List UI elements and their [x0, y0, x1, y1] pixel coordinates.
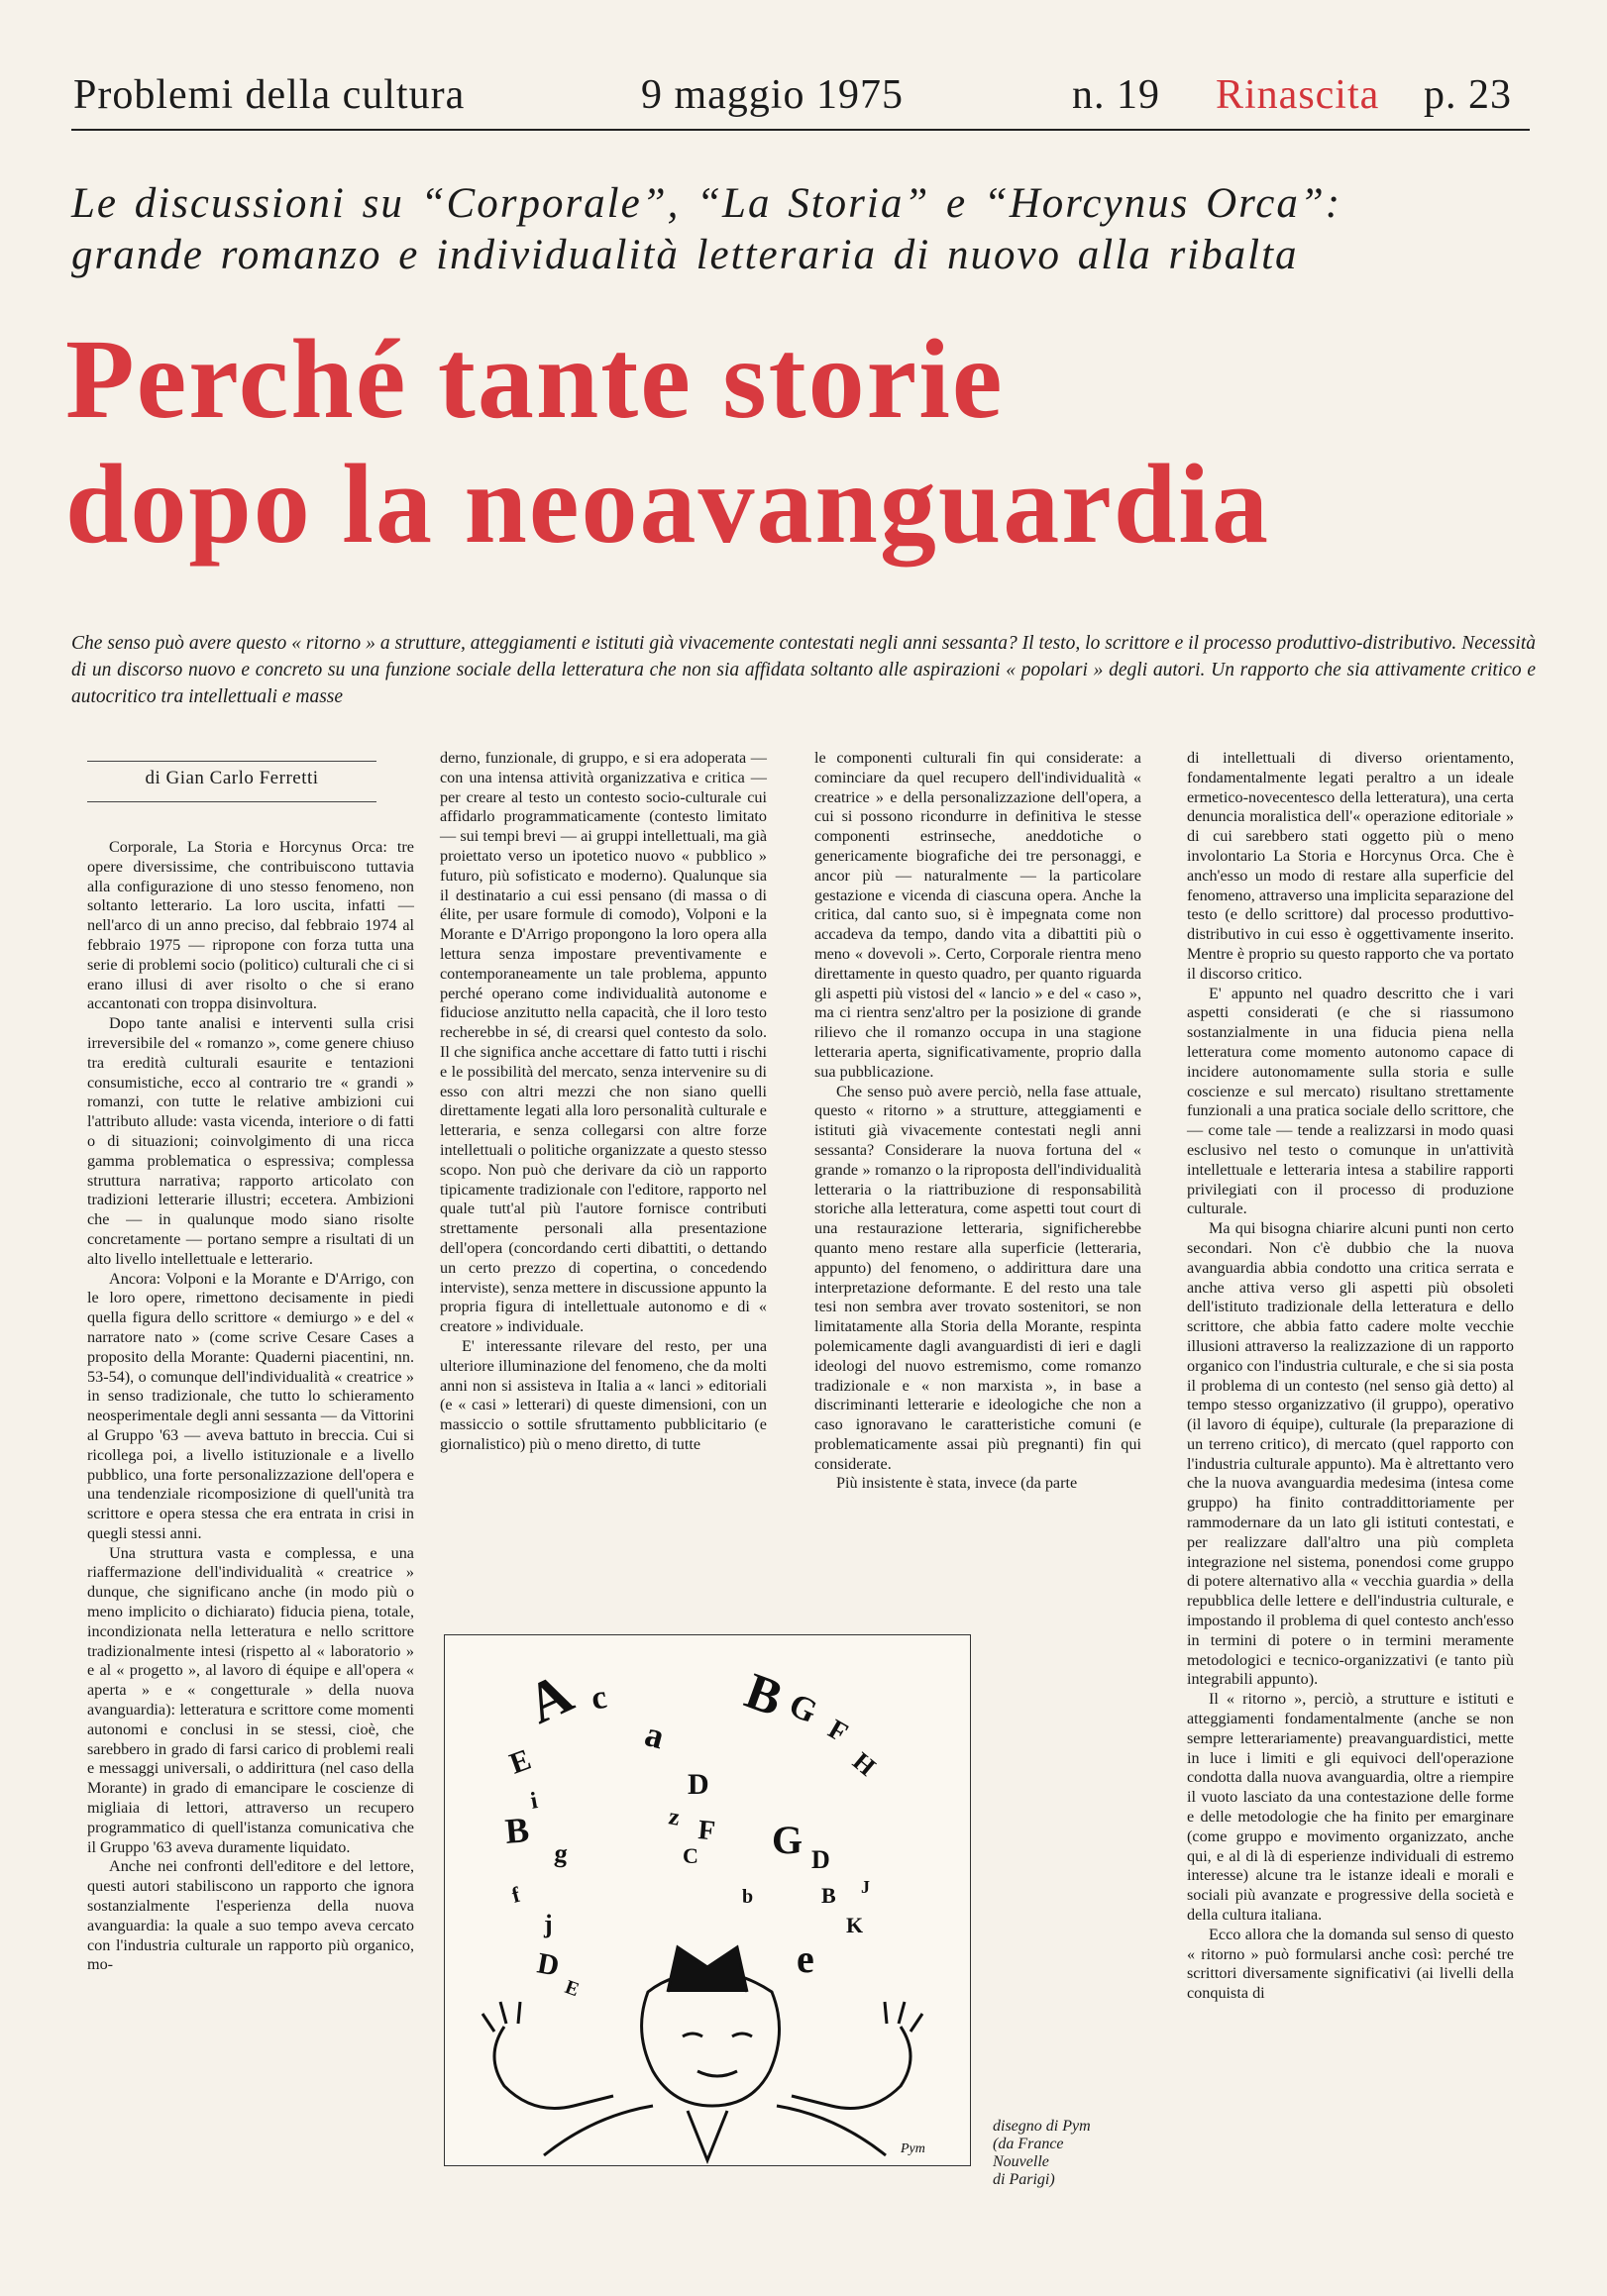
kicker-line-2: grande romanzo e individualità letteraria di nuovo alla ribalta — [71, 232, 1299, 278]
juggled-letter: b — [742, 1886, 754, 1908]
illustration — [444, 1634, 971, 2166]
juggled-letter: F — [696, 1815, 717, 1847]
juggled-letter: D — [811, 1845, 830, 1874]
juggled-letter: C — [683, 1843, 698, 1868]
standfirst: Che senso può avere questo « ritorno » a strutture, atteggiamenti e istituti già vivacemente contestati negli anni sessanta? Il testo, lo scrittore e il processo produttivo-distributivo. Necessità di un discorso nuovo e concreto su una funzione sociale della letteratura che non sia affidata soltanto alle aspirazioni « popolari » degli autori. Un rapporto che sia attivamente critico e autocritico tra intellettuali e masse — [71, 633, 1536, 707]
juggled-letter: K — [846, 1913, 864, 1937]
juggled-letter: g — [553, 1838, 569, 1869]
paragraph: Dopo tante analisi e interventi sulla crisi irreversibile del « romanzo », come genere chiuso tra eredità culturali esaurite e tentazioni consumistiche, ecco al contrario tre « grandi » romanzi, con tutte le relative ambizioni cui l'attributo allude: vasta vicenda, interiore o di fatti o di situazioni; coinvolgimento di una ricca gamma problematica o espressiva; complessa struttura narrativa; rapporto articolato con tradizioni letterarie illustri; eccetera. Ambizioni che — in qualunque modo siano risolte concretamente — portano sempre a risultati di un alto livello intellettuale e letterario. — [87, 1014, 414, 1268]
kicker — [71, 178, 1538, 281]
juggled-letter: G — [783, 1686, 823, 1731]
paragraph: Ancora: Volponi e la Morante e D'Arrigo, con le loro opere, rimettono decisamente in piedi quella figura dello scrittore « demiurgo » e del « narratore nato » (come scrive Cesare Cases a proposito della Morante: Quaderni piacentini, nn. 53-54), o comunque dell'individualità « creatrice » in senso tradizionale, che tutto lo schieramento neosperimentale degli anni sessanta — da Vittorini al Gruppo '63 — aveva battuto in breccia. Cui si ricollega poi, a livello istituzionale e a livello pubblico, una forte personalizzazione dell'opera e una tendenziale ricomposizione di quell'unità tra scrittore e opera stessa che era entrata in crisi in quegli stessi anni. — [87, 1269, 414, 1542]
column-1 — [87, 838, 414, 2165]
paragraph: di intellettuali di diverso orientamento, fondamentalmente legati peraltro a un ideale ermetico-novecentesco della letteratura), una certa denuncia moralistica dell'« operazione editoriale » di cui sarebbero stati oggetto più o meno involontario La Storia e Horcynus Orca. Che è anch'esso un modo di restare alla superficie del fenomeno, attraverso una implicita separazione del testo (e dello scrittore) dal processo produttivo-distributivo in cui esso è oggettivamente inserito. Mentre è proprio su questo rapporto che va portato il discorso critico. — [1187, 749, 1514, 983]
paragraph: derno, funzionale, di gruppo, e si era adoperata — con una intensa attività organizzativa e critica — per creare al testo un contesto socio-culturale cui affidarlo programmaticamente (contesto limitato — sui tempi brevi — ai gruppi intellettuali, ma già proiettato verso un ipotetico nuovo « pubblico » futuro, più sofisticato e moderno). Qualunque sia il destinatario a cui essi pensano (di massa o di élite, per usare formule di comodo), Volponi e la Morante e D'Arrigo propongono la loro opera alla lettura senza impostare preventivamente e contemporaneamente un tale problema, appunto perché operano come individualità autonome e fiduciose anzitutto nella capacità, che il loro testo recherebbe in sé, di crearsi quel contesto da solo. Il che significa anche accettare di fatto tutti i rischi e le possibilità del mercato, senza intervenire su di esso con altri mezzi che non siano quelli direttamente legati alla loro personalità culturale e letteraria, e senza collegarsi con altre forze intellettuali o politiche organizzate a questo stesso scopo. Non può che derivare da ciò un rapporto tipicamente tradizionale con l'editore, rapporto nel quale tutt'al più l'autore fornisce contributi strettamente personali alla presentazione dell'opera (concordando certi dibattiti, o dettando un certo prezzo di copertina, o concedendo interviste), senza mettere in discussione appunto la propria figura di intellettuale autonomo e di « creatore » individuale. — [440, 749, 767, 1336]
juggler-drawing — [445, 1635, 970, 2165]
section-name: Problemi della cultura — [73, 72, 466, 118]
magazine-name: Rinascita — [1216, 72, 1380, 118]
caption-line-2: (da France — [993, 2136, 1064, 2152]
paragraph: Che senso può avere perciò, nella fase attuale, questo « ritorno » a strutture, atteggiamenti e istituti già vivacemente contestati negli anni sessanta? Considerare la nuova fortuna del « grande » romanzo o la riproposta dell'individualità letteraria o la riattribuzione di responsabilità storiche alla letteratura, come aspetti tout court di una restaurazione letteraria, significherebbe quanto meno restare alla superficie (letteraria, appunto) del fenomeno, o addirittura dare una interpretazione deformante. E del resto una tale tesi non sembra aver trovato sostenitori, se non limitatamente alla Storia della Morante, respinta polemicamente dagli avanguardisti di ieri e dagli ideologi del nuovo estremismo, come romanzo tradizionale e « non marxista », in base a discriminanti letterarie e ideologiche che non a caso ignoravano le caratteristiche comuni (e problematicamente assai più pregnanti) fin qui considerate. — [814, 1082, 1141, 1473]
column-2 — [440, 749, 767, 1611]
caption-line-4: di Parigi) — [993, 2171, 1055, 2188]
paragraph: Ma qui bisogna chiarire alcuni punti non certo secondari. Non c'è dubbio che la nuova avanguardia abbia condotto una critica serrata e anche attiva verso gli aspetti più obsoleti dell'istituto tradizionale della letteratura e dello scrittore, che abbia fatto cadere molte vecchie illusioni attraverso la realizzazione di un rapporto organico con l'industria culturale, e che si sia posta il problema di un contesto (nel senso già detto) al tempo stesso organizzativo (il gruppo), operativo (il lavoro di équipe), culturale (la preparazione di un terreno critico), di mercato (quel rapporto con l'industria culturale appunto). Ma è altrettanto vero che la nuova avanguardia medesima (intesa come gruppo) ha finito contraddittoriamente per rammodernare da un lato gli istituti contestati, e per realizzare dall'altro una più completa integrazione nel sistema, ponendosi come gruppo di potere alternativo alla « vecchia guardia » della repubblica delle lettere e dell'industria culturale, e impostando il problema di quel contesto anch'esso in termini di potere o in termini meramente metodologici e tecnico-organizzativi (e tanto più integrabili appunto). — [1187, 1219, 1514, 1689]
juggled-letter: D — [534, 1946, 562, 1983]
juggled-letter: j — [544, 1910, 553, 1938]
juggled-letter: F — [822, 1714, 853, 1749]
byline: di Gian Carlo Ferretti — [145, 768, 319, 788]
headline-line-2: dopo la neoavanguardia — [65, 441, 1270, 567]
paragraph: E' interessante rilevare del resto, per una ulteriore illuminazione del fenomeno, che da molti anni non si assisteva in Italia a « lanci » editoriali (e « casi » letterari) di queste dimensioni, con un massiccio o sottile sfruttamento pubblicitario (e giornalistico) più o meno diretto, di tutte — [440, 1336, 767, 1453]
paragraph: Anche nei confronti dell'editore e del lettore, questi autori stabiliscono un rapporto che ignora sostanzialmente l'esperienza della nuova avanguardia: la quale a suo tempo aveva cercato con l'industria culturale un rapporto più organico, mo- — [87, 1857, 414, 1974]
paragraph: le componenti culturali fin qui considerate: a cominciare da quel recupero dell'individualità « creatrice » e della personalizzazione dell'opera, a cui si possono ricondurre in definitiva le stesse componenti estrinseche, aneddotiche o genericamente biografiche dei tre personaggi, e ancor più — naturalmente — la particolare gestazione e vicenda di ciascuna opera. Anche la critica, dal canto suo, si è impegnata come non accadeva da tempo, dando vita a dibattiti più o meno « dovevoli ». Certo, Corporale rientra meno direttamente in questo quadro, per quanto riguarda gli aspetti più vistosi del « lancio » e del « caso », ma ci rientra senz'altro per la posizione di grande rilievo che il romanzo occupa in una stagione letteraria aperta, significativamente, proprio dalla sua pubblicazione. — [814, 749, 1141, 1081]
paragraph: Ecco allora che la domanda sul senso di questo « ritorno » può formularsi anche così: perché tre scrittori diversamente significativi (ai livelli della conquista di — [1187, 1925, 1514, 2003]
juggled-letter: f — [508, 1881, 523, 1908]
issue-date: 9 maggio 1975 — [641, 72, 904, 118]
issue-number: n. 19 — [1072, 72, 1160, 118]
juggled-letter: z — [666, 1804, 682, 1831]
paragraph: Più insistente è stata, invece (da parte — [836, 1474, 1078, 1493]
page-number: p. 23 — [1424, 72, 1512, 118]
paragraph: E' appunto nel quadro descritto che i vari aspetti considerati (e che si riassumono sostanzialmente in una fiducia piena nella letteratura come momento autonomo capace di incidere autonomamente sulla storia e sulle coscienze e sul mercato) risultano strettamente funzionali a una pratica sociale dello scrittore, che — come tale — tende a realizzarsi in modo quasi esclusivo nel testo o comunque in un'attività intellettuale e letteraria intesa a stabilire rapporti privilegiati con il processo di produzione culturale. — [1187, 984, 1514, 1218]
juggled-letter: A — [517, 1660, 583, 1736]
kicker-line-1: Le discussioni su “Corporale”, “La Storia” e “Horcynus Orca”: — [71, 180, 1342, 227]
juggled-letter: E — [562, 1976, 583, 2002]
juggled-letter: e — [797, 1936, 814, 1981]
paragraph: Corporale, La Storia e Horcynus Orca: tre opere diversissime, che contribuiscono tuttavia alla configurazione di uno stesso fenomeno, non soltanto letterario. La loro uscita, infatti — nell'arco di un anno preciso, dal febbraio 1974 al febbraio 1975 — ripropone con forza tutta una serie di problemi socio (politico) culturali che ci si erano illusi di aver risolto o che si erano accantonati con troppa disinvoltura. — [87, 838, 414, 1013]
page-header — [71, 67, 1530, 131]
artist-signature: Pym — [901, 2141, 925, 2156]
juggled-letter: i — [528, 1788, 540, 1815]
juggled-letter: c — [588, 1678, 610, 1718]
paragraph: Una struttura vasta e complessa, e una riaffermazione dell'individualità « creatrice » dunque, che significano anche (in modo più o meno implicito o dichiarato) fiducia piena, totale, incondizionata nella letteratura e nello scrittore tradizionalmente intesi (rispetto al « laboratorio » e al « progetto », al lavoro di équipe e all'opera « aperta » e « congetturale » della nuova avanguardia): letteratura e scrittore come momenti autonomi e conclusi in se stessi, cioè, che sarebbero in grado di farsi carico di problemi reali e messaggi universali, o addirittura (nel caso della Morante) in grado di emancipare le coscienze di migliaia di lettori, attraverso un recupero programmatico di quell'istanza comunicativa che il Gruppo '63 aveva duramente liquidato. — [87, 1543, 414, 1856]
letter-cloud — [503, 1660, 881, 2001]
headline — [65, 317, 1552, 567]
juggled-letter: B — [503, 1810, 531, 1851]
juggled-letter: G — [772, 1818, 804, 1862]
column-3 — [814, 749, 1141, 1611]
headline-line-1: Perché tante storie — [65, 316, 1005, 442]
juggled-letter: E — [505, 1742, 536, 1781]
paragraph: Il « ritorno », perciò, a strutture e istituti e atteggiamenti fondamentalmente (anche se non sempre letterariamente) preavanguardistici, mette in luce i limiti e gli equivoci dell'operazione condotta dalla nuova avanguardia, oltre a riempire il vuoto lasciato da una contestazione delle forme e delle metodologie che ha finito per emarginare (come gruppo e movimento organizzato, anche qui, e al di là di esperienze individuali di estremo interesse) alcune tra le istanze ideali e morali e sociali più avanzate e progressive della società e della cultura italiana. — [1187, 1690, 1514, 1925]
juggled-letter: D — [688, 1768, 709, 1801]
illustration-caption — [993, 2118, 1161, 2189]
column-4 — [1187, 749, 1514, 2175]
juggled-letter: J — [861, 1877, 870, 1897]
juggled-letter: H — [847, 1746, 882, 1782]
juggled-letter: B — [737, 1662, 790, 1728]
caption-line-3: Nouvelle — [993, 2153, 1049, 2170]
caption-line-1: disegno di Pym — [993, 2118, 1091, 2135]
byline-box — [87, 761, 376, 802]
juggled-letter: B — [821, 1883, 836, 1908]
juggled-letter: a — [640, 1714, 669, 1757]
